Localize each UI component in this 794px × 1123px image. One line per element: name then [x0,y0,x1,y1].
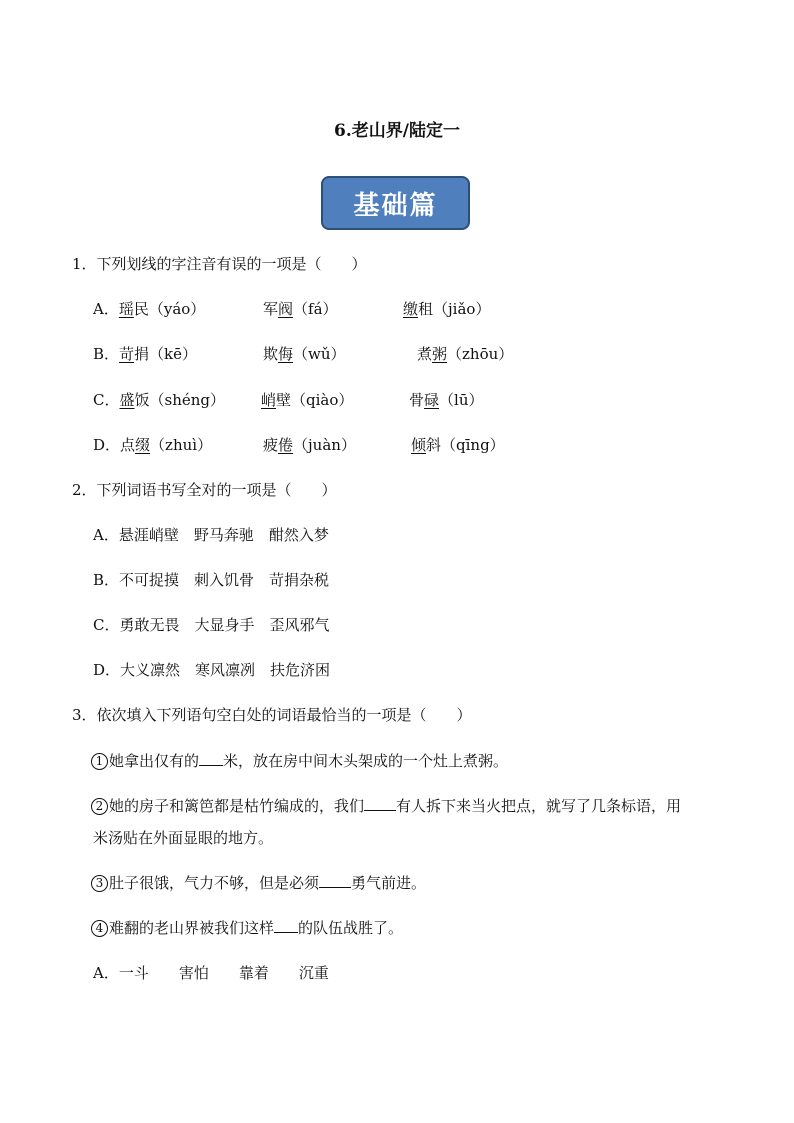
question-2-option-a: A．悬涯峭壁 野马奔驰 酣然入梦 [93,526,329,544]
question-1-option-d-item-1: D．点缀（zhuì） [93,436,213,454]
underlined-char: 峭 [261,391,277,409]
sentence-number-2: 2 [91,798,108,815]
underlined-char: 盛 [119,391,135,409]
underlined-char: 碌 [424,391,440,409]
question-1-option-c-item-1: C．盛饭（shéng） [93,391,225,409]
question-1-option-a-item-2: 军阀（fá） [263,300,338,318]
underlined-char: 粥 [432,345,448,363]
question-1-option-c-item-2: 峭壁（qiào） [261,391,354,409]
question-1-option-b-item-2: 欺侮（wǔ） [263,345,346,363]
question-2-stem: 2．下列词语书写全对的一项是（ ） [72,481,337,499]
section-banner-label: 基础篇 [353,190,438,221]
question-2-option-b: B．不可捉摸 刺入饥骨 苛捐杂税 [93,571,330,589]
underlined-char: 缀 [135,436,151,454]
question-2-option-c: C．勇敢无畏 大显身手 歪风邪气 [93,616,330,634]
question-3-sentence-2: 2 她的房子和篱笆都是枯竹编成的，我们 有人拆下来当火把点，就写了几条标语，用 [91,796,681,816]
question-3-sentence-2-cont: 米汤贴在外面显眼的地方。 [93,829,274,847]
question-1-option-d-item-2: 疲倦（juàn） [263,436,356,454]
underlined-char: 苛 [119,345,135,363]
question-1-option-a-item-3: 缴租（jiǎo） [403,300,491,318]
sentence-number-3: 3 [91,875,108,892]
fill-blank [364,796,396,811]
underlined-char: 倾 [411,436,427,454]
underlined-char: 倦 [278,436,294,454]
sentence-number-1: 1 [91,753,108,770]
underlined-char: 缴 [403,300,419,318]
question-1-option-b-item-3: 煮粥（zhōu） [417,345,514,363]
underlined-char: 阀 [278,300,294,318]
section-banner [321,176,470,230]
question-3-stem: 3．依次填入下列语句空白处的词语最恰当的一项是（ ） [72,706,472,724]
question-3-sentence-1: 1 她拿出仅有的 米，放在房中间木头架成的一个灶上煮粥。 [91,751,508,771]
question-1-option-b-item-1: B．苛捐（kē） [93,345,198,363]
question-1-option-a-item-1: A．瑶民（yáo） [93,300,206,318]
question-3-option-a: A．一斗 害怕 靠着 沉重 [93,964,329,982]
underlined-char: 瑶 [118,300,134,318]
question-1-option-d-item-3: 倾斜（qīng） [411,436,505,454]
question-3-sentence-3: 3 肚子很饿，气力不够，但是必须 勇气前进。 [91,873,426,893]
fill-blank [319,873,351,888]
question-1-option-c-item-3: 骨碌（lū） [409,391,484,409]
question-2-option-d: D．大义凛然 寒风凛冽 扶危济困 [93,661,331,679]
page-title: 6.老山界/陆定一 [334,121,460,141]
fill-blank [274,918,298,933]
question-3-sentence-4: 4 难翻的老山界被我们这样 的队伍战胜了。 [91,918,403,938]
underlined-char: 侮 [278,345,294,363]
fill-blank [199,751,223,766]
sentence-number-4: 4 [91,920,108,937]
question-1-stem: 1．下列划线的字注音有误的一项是（ ） [72,255,367,273]
